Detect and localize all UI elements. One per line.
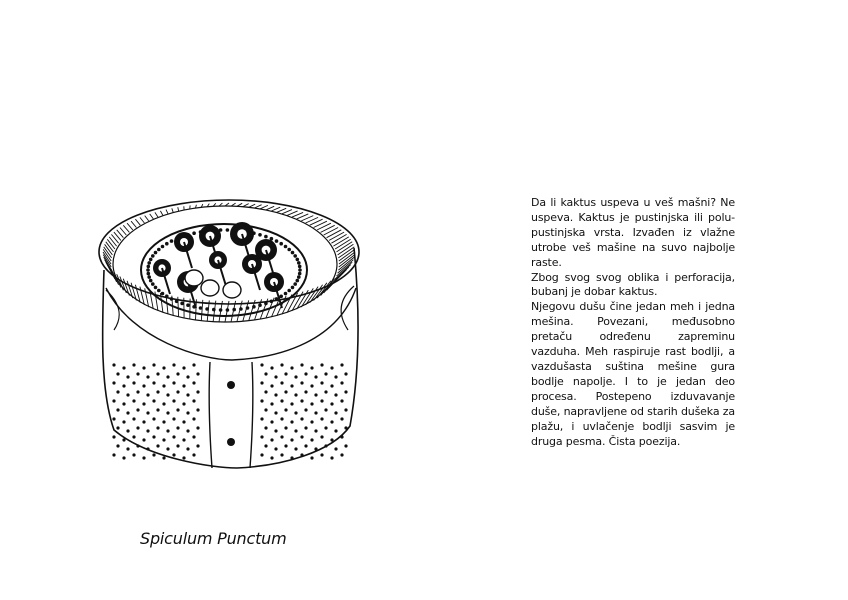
perforation-dot — [154, 251, 158, 255]
perforation-dot — [176, 390, 179, 393]
perforation-dot — [294, 429, 297, 432]
perforation-dot — [142, 366, 145, 369]
perforation-dot — [156, 426, 159, 429]
perforation-dot — [294, 411, 297, 414]
hatch-line — [123, 225, 129, 232]
perforation-dot — [192, 399, 195, 402]
perforation-dot — [324, 390, 327, 393]
hatch-line — [243, 204, 249, 207]
perforation-dot — [116, 372, 119, 375]
perforation-dot — [314, 393, 317, 396]
perforation-dot — [182, 402, 185, 405]
perforation-dot — [274, 429, 277, 432]
perforation-dot — [320, 381, 323, 384]
perforation-dot — [226, 308, 230, 312]
perforation-dot — [112, 399, 115, 402]
hatch-line — [127, 223, 133, 230]
perforation-dot — [264, 408, 267, 411]
perforation-dot — [182, 366, 185, 369]
perforation-dot — [274, 375, 277, 378]
perforation-dot — [324, 444, 327, 447]
hatch-line — [255, 205, 262, 208]
perforation-dot — [334, 393, 337, 396]
perforation-dot — [166, 447, 169, 450]
perforation-dot — [258, 303, 262, 307]
perforation-dot — [264, 302, 268, 306]
perforation-dot — [170, 297, 174, 301]
body-text — [531, 196, 735, 449]
perforation-dot — [175, 300, 179, 304]
perforation-dot — [340, 381, 343, 384]
perforation-dot — [182, 420, 185, 423]
perforation-dot — [284, 444, 287, 447]
perforation-dot — [324, 426, 327, 429]
perforation-dot — [300, 381, 303, 384]
perforation-dot — [287, 248, 291, 252]
perforation-dot — [142, 420, 145, 423]
perforation-dot — [172, 417, 175, 420]
perforation-dot — [310, 438, 313, 441]
perforation-dot — [172, 399, 175, 402]
perforation-dot — [176, 372, 179, 375]
hatch-line — [282, 210, 292, 214]
perforation-dot — [275, 297, 279, 301]
perforation-dot — [176, 408, 179, 411]
perforation-dot — [270, 300, 274, 304]
perforation-dot — [136, 408, 139, 411]
perforation-dot — [280, 435, 283, 438]
perforation-dot — [334, 375, 337, 378]
perforation-dot — [280, 381, 283, 384]
hatch-line — [260, 205, 268, 208]
perforation-dot — [192, 417, 195, 420]
perforation-dot — [192, 381, 195, 384]
perforation-dot — [126, 411, 129, 414]
perforation-dot — [170, 239, 174, 243]
perforation-dot — [290, 420, 293, 423]
perforation-dot — [147, 272, 151, 276]
drum-icon — [92, 190, 372, 480]
perforation-dot — [260, 417, 263, 420]
perforation-dot — [270, 438, 273, 441]
perforation-dot — [126, 393, 129, 396]
perforation-dot — [340, 417, 343, 420]
perforation-dot — [274, 411, 277, 414]
perforation-dot — [344, 426, 347, 429]
perforation-dot — [314, 447, 317, 450]
perforation-dot — [146, 268, 150, 272]
perforation-dot — [186, 447, 189, 450]
perforation-dot — [300, 435, 303, 438]
paragraph: Zbog svog svog oblika i perforacija, bubanj je dobar kaktus. — [531, 270, 735, 299]
perforation-dot — [270, 420, 273, 423]
hatch-line — [155, 212, 158, 217]
hatch-line — [277, 208, 286, 212]
perforation-dot — [291, 286, 295, 290]
perforation-dot — [284, 245, 288, 249]
hatch-line — [321, 279, 335, 296]
perforation-dot — [270, 384, 273, 387]
perforation-dot — [293, 282, 297, 286]
perforation-dot — [340, 435, 343, 438]
perforation-dot — [260, 363, 263, 366]
illustration-caption: Spiculum Punctum — [140, 529, 287, 548]
perforation-dot — [310, 366, 313, 369]
perforation-dot — [146, 375, 149, 378]
perforation-dot — [330, 456, 333, 459]
perforation-dot — [196, 408, 199, 411]
hatch-line — [266, 206, 274, 210]
perforation-dot — [304, 408, 307, 411]
perforation-dot — [152, 417, 155, 420]
perforation-dot — [161, 245, 165, 249]
perforation-dot — [112, 417, 115, 420]
perforation-dot — [274, 447, 277, 450]
perforation-dot — [239, 307, 243, 311]
perforation-dot — [275, 239, 279, 243]
perforation-dot — [172, 363, 175, 366]
hatch-line — [249, 204, 256, 207]
perforation-dot — [196, 426, 199, 429]
perforation-dot — [142, 402, 145, 405]
perforation-dot — [274, 393, 277, 396]
perforation-dot — [136, 372, 139, 375]
perforation-dot — [260, 435, 263, 438]
perforation-dot — [156, 390, 159, 393]
perforation-dot — [192, 363, 195, 366]
perforation-dot — [340, 453, 343, 456]
perforation-dot — [344, 444, 347, 447]
perforation-dot — [142, 456, 145, 459]
perforation-dot — [126, 429, 129, 432]
perforation-dot — [340, 399, 343, 402]
perforation-dot — [300, 417, 303, 420]
perforation-dot — [330, 366, 333, 369]
perforation-dot — [297, 275, 301, 279]
perforation-dot — [165, 242, 169, 246]
perforation-dot — [290, 438, 293, 441]
perforation-dot — [290, 402, 293, 405]
perforation-dot — [294, 447, 297, 450]
perforation-dot — [293, 254, 297, 258]
perforation-dot — [192, 453, 195, 456]
perforation-dot — [294, 393, 297, 396]
perforation-dot — [166, 411, 169, 414]
hatch-line — [160, 211, 163, 216]
perforation-dot — [172, 381, 175, 384]
perforation-dot — [264, 235, 268, 239]
perforation-dot — [264, 372, 267, 375]
perforation-dot — [284, 372, 287, 375]
perforation-dot — [320, 453, 323, 456]
perforation-dot — [166, 393, 169, 396]
perforation-dot — [152, 399, 155, 402]
perforation-dot — [196, 390, 199, 393]
perforation-dot — [330, 402, 333, 405]
perforation-dot — [298, 265, 302, 269]
perforation-dot — [112, 453, 115, 456]
perforation-dot — [344, 390, 347, 393]
perforation-dot — [186, 411, 189, 414]
perforation-dot — [314, 411, 317, 414]
perforation-dot — [304, 372, 307, 375]
perforation-dot — [294, 375, 297, 378]
perforation-dot — [284, 292, 288, 296]
perforation-dot — [136, 390, 139, 393]
perforation-dot — [284, 390, 287, 393]
perforation-dot — [176, 426, 179, 429]
perforation-dot — [199, 306, 203, 310]
perforation-dot — [182, 456, 185, 459]
perforation-dot — [122, 366, 125, 369]
perforation-dot — [291, 251, 295, 255]
hatch-line — [107, 239, 115, 249]
perforation-dot — [344, 408, 347, 411]
perforation-dot — [320, 363, 323, 366]
perforation-dot — [330, 384, 333, 387]
perforation-dot — [205, 307, 209, 311]
perforation-dot — [290, 366, 293, 369]
perforation-dot — [156, 408, 159, 411]
perforation-dot — [126, 447, 129, 450]
perforation-dot — [146, 411, 149, 414]
perforation-dot — [270, 402, 273, 405]
perforation-dot — [196, 444, 199, 447]
white-figure — [185, 270, 203, 286]
perforation-dot — [186, 393, 189, 396]
perforation-dot — [116, 408, 119, 411]
perforation-dot — [300, 453, 303, 456]
perforation-dot — [290, 384, 293, 387]
perforation-dot — [314, 429, 317, 432]
perforation-dot — [149, 279, 153, 283]
perforation-dot — [151, 282, 155, 286]
perforation-dot — [126, 375, 129, 378]
hatch-line — [339, 249, 355, 261]
perforation-dot — [152, 363, 155, 366]
perforation-dot — [320, 435, 323, 438]
perforation-dot — [258, 233, 262, 237]
perforation-dot — [147, 261, 151, 265]
perforation-dot — [280, 363, 283, 366]
perforation-dot — [172, 453, 175, 456]
perforation-dot — [252, 305, 256, 309]
perforation-dot — [344, 372, 347, 375]
hatch-line — [150, 214, 154, 219]
perforation-dot — [156, 444, 159, 447]
perforation-dot — [304, 426, 307, 429]
perforation-dot — [260, 381, 263, 384]
perforation-dot — [280, 453, 283, 456]
perforation-dot — [320, 399, 323, 402]
hatch-line — [145, 216, 149, 221]
perforation-dot — [172, 435, 175, 438]
hatch-line — [331, 234, 346, 243]
perforation-dot — [324, 372, 327, 375]
perforation-dot — [232, 308, 236, 312]
perforation-dot — [310, 384, 313, 387]
perforation-dot — [132, 381, 135, 384]
perforation-dot — [192, 435, 195, 438]
perforation-dot — [330, 438, 333, 441]
perforation-dot — [146, 393, 149, 396]
perforation-dot — [149, 258, 153, 262]
perforation-dot — [112, 381, 115, 384]
hatch-line — [287, 211, 298, 216]
hatch-line — [131, 221, 136, 227]
perforation-dot — [330, 420, 333, 423]
perforation-dot — [122, 402, 125, 405]
perforation-dot — [270, 456, 273, 459]
perforation-dot — [297, 261, 301, 265]
perforation-dot — [192, 231, 196, 235]
perforation-dot — [340, 363, 343, 366]
perforation-dot — [182, 384, 185, 387]
perforation-dot — [154, 286, 158, 290]
perforation-dot — [156, 372, 159, 375]
perforation-dot — [334, 411, 337, 414]
perforation-dot — [284, 426, 287, 429]
perforation-dot — [157, 289, 161, 293]
hatch-line — [109, 237, 116, 246]
hatch-line — [127, 281, 133, 298]
white-figure — [223, 282, 241, 298]
perforation-dot — [226, 228, 230, 232]
perforation-dot — [147, 275, 151, 279]
perforation-dot — [166, 429, 169, 432]
hatch-line — [329, 232, 344, 240]
perforation-dot — [334, 447, 337, 450]
hatch-line — [166, 210, 168, 214]
perforation-dot — [152, 381, 155, 384]
perforation-dot — [260, 453, 263, 456]
perforation-dot — [304, 390, 307, 393]
perforation-dot — [162, 402, 165, 405]
perforation-dot — [122, 384, 125, 387]
hatch-line — [178, 207, 179, 211]
perforation-dot — [287, 289, 291, 293]
perforation-dot — [122, 438, 125, 441]
perforation-dot — [152, 435, 155, 438]
perforation-dot — [310, 420, 313, 423]
perforation-dot — [165, 295, 169, 299]
perforation-dot — [122, 456, 125, 459]
perforation-dot — [290, 456, 293, 459]
perforation-dot — [264, 444, 267, 447]
perforation-dot — [279, 242, 283, 246]
perforation-dot — [132, 363, 135, 366]
perforation-dot — [116, 444, 119, 447]
perforation-dot — [300, 363, 303, 366]
perforation-dot — [116, 390, 119, 393]
drum-illustration — [92, 190, 372, 480]
hatch-line — [172, 208, 173, 212]
perforation-dot — [132, 453, 135, 456]
perforation-dot — [284, 408, 287, 411]
perforation-dot — [162, 366, 165, 369]
perforation-dot — [180, 302, 184, 306]
perforation-dot — [280, 417, 283, 420]
perforation-dot — [182, 438, 185, 441]
hatch-line — [321, 225, 335, 232]
perforation-dot — [310, 402, 313, 405]
perforation-dot — [298, 272, 302, 276]
perforation-dot — [279, 295, 283, 299]
perforation-dot — [264, 426, 267, 429]
perforation-dot — [147, 265, 151, 269]
perforation-dot — [116, 426, 119, 429]
perforation-dot — [161, 292, 165, 296]
hatch-line — [271, 207, 280, 211]
perforation-dot — [219, 308, 223, 312]
hatch-line — [324, 228, 338, 236]
perforation-dot — [324, 408, 327, 411]
perforation-dot — [136, 444, 139, 447]
hatch-line — [140, 217, 145, 223]
perforation-dot — [112, 363, 115, 366]
perforation-dot — [320, 417, 323, 420]
perforation-dot — [162, 456, 165, 459]
perforation-dot — [162, 420, 165, 423]
paragraph: Njegovu dušu čine jedan meh i jedna mešina. Povezani, međusobno pretaču određenu zapreminu vazduha. Meh raspiruje rast bodlji, a vazdušasta suština mešine gura bodlje napolje. I to je jedan deo procesa. Postepeno izduvavanje duše, napravljene od starih dušeka za plažu, i uvlačenje bodlji sasvim je druga pesma. Čista poezija. — [531, 300, 735, 448]
perforation-dot — [132, 399, 135, 402]
perforation-dot — [132, 435, 135, 438]
hatch-line — [120, 228, 126, 236]
perforation-dot — [314, 375, 317, 378]
perforation-dot — [136, 426, 139, 429]
perforation-dot — [212, 308, 216, 312]
perforation-dot — [270, 366, 273, 369]
perforation-dot — [310, 456, 313, 459]
perforation-dot — [122, 420, 125, 423]
hatch-line — [135, 219, 140, 225]
paragraph: Da li kaktus uspeva u veš mašni? Ne uspeva. Kaktus je pustinjska ili polu-pustinjska vrsta. Izvađen iz vlažne utrobe veš mašine na suvo najbolje raste. — [531, 196, 735, 269]
perforation-dot — [132, 417, 135, 420]
perforation-dot — [176, 444, 179, 447]
perforation-dot — [296, 279, 300, 283]
perforation-dot — [157, 248, 161, 252]
perforation-dot — [186, 429, 189, 432]
perforation-dot — [142, 438, 145, 441]
perforation-dot — [152, 453, 155, 456]
perforation-dot — [142, 384, 145, 387]
perforation-dot — [151, 254, 155, 258]
perforation-dot — [146, 447, 149, 450]
hatch-line — [306, 287, 319, 305]
perforation-dot — [196, 372, 199, 375]
perforation-dot — [264, 390, 267, 393]
white-figure — [201, 280, 219, 296]
perforation-dot — [166, 375, 169, 378]
hatch-line — [317, 223, 331, 230]
perforation-dot — [186, 375, 189, 378]
perforation-dot — [296, 258, 300, 262]
perforation-dot — [304, 444, 307, 447]
hatch-line — [327, 230, 342, 238]
perforation-dot — [298, 268, 302, 272]
perforation-dot — [300, 399, 303, 402]
perforation-dot — [246, 306, 250, 310]
perforation-dot — [334, 429, 337, 432]
perforation-dot — [146, 429, 149, 432]
perforation-dot — [112, 435, 115, 438]
perforation-dot — [186, 303, 190, 307]
perforation-dot — [162, 438, 165, 441]
perforation-dot — [260, 399, 263, 402]
perforation-dot — [280, 399, 283, 402]
perforation-dot — [162, 384, 165, 387]
